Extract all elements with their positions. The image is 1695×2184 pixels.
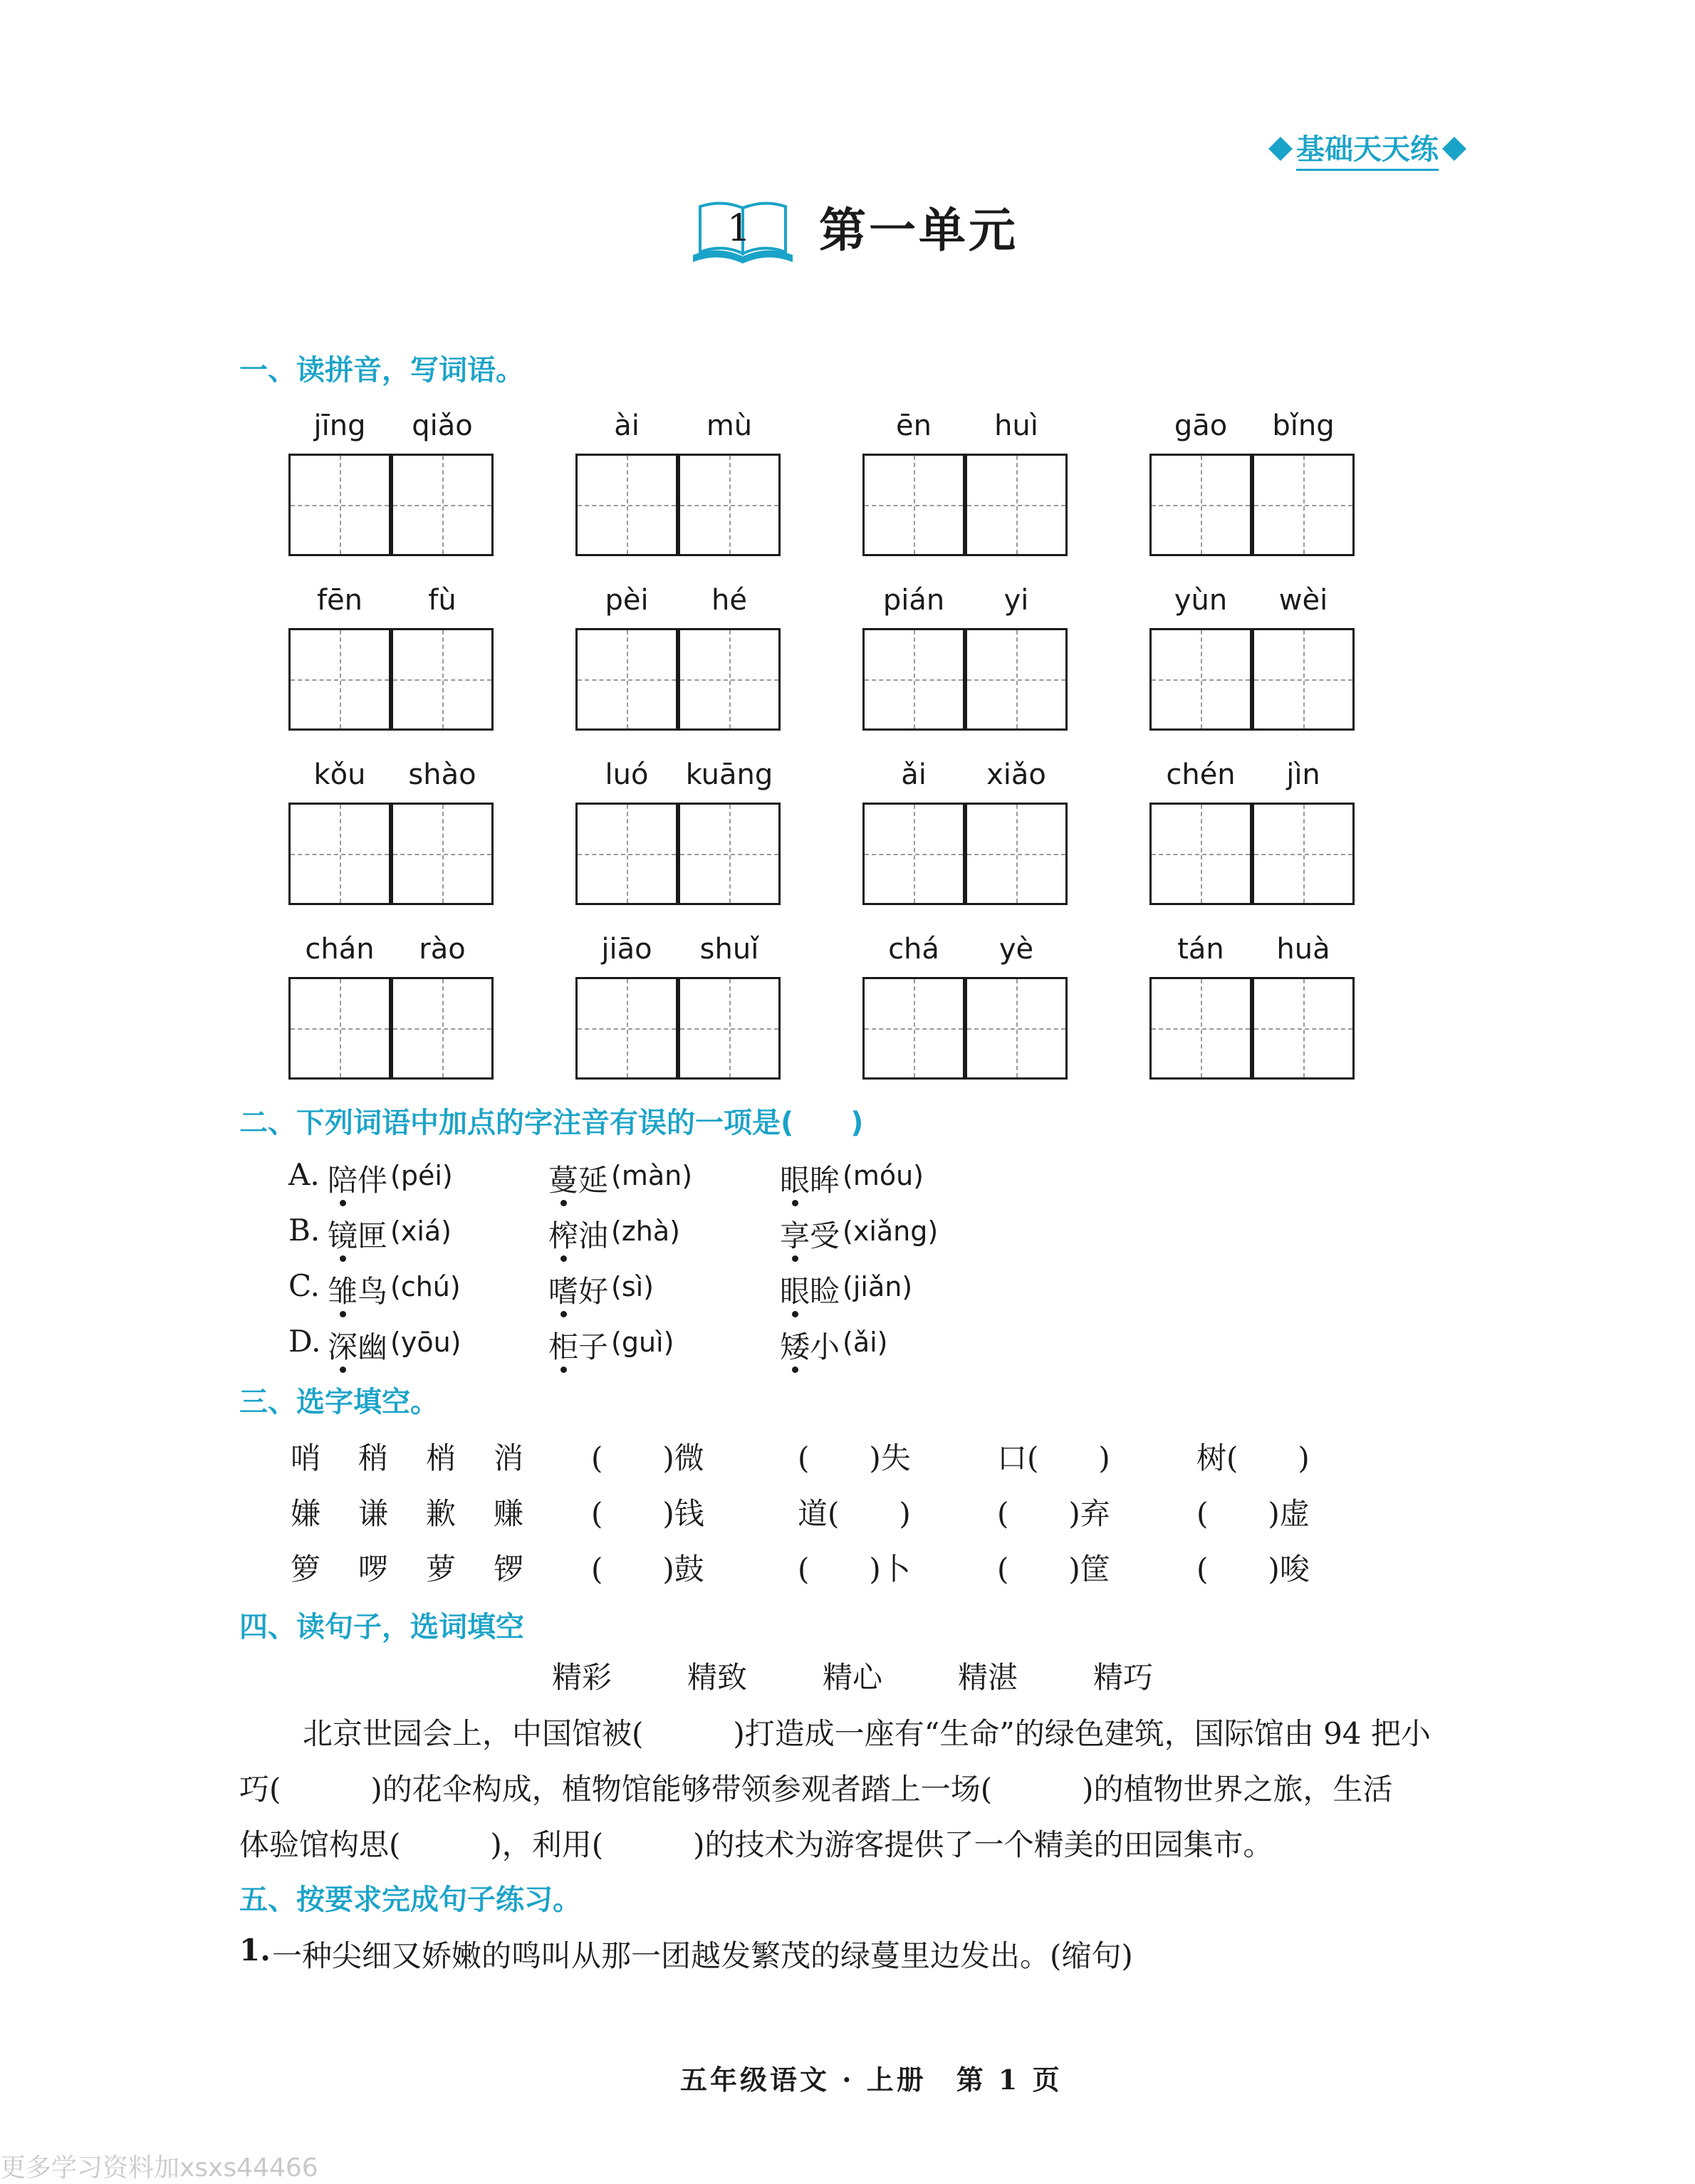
- pinyin-label: huà: [1276, 933, 1330, 966]
- pinyin-label: qiǎo: [412, 409, 473, 442]
- emphasis-dot: [792, 1311, 798, 1317]
- pinyin-label: xiǎo: [986, 758, 1046, 791]
- writing-grid[interactable]: [965, 803, 1068, 905]
- option-label[interactable]: A.: [288, 1157, 320, 1192]
- passage-line-3: 体验馆构思( )，利用( )的技术为游客提供了一个精美的田园集市。: [239, 1827, 1273, 1862]
- choice-char: 箩: [291, 1552, 321, 1587]
- section5-heading: 五、按要求完成句子练习。: [239, 1883, 581, 1916]
- choice-char: 梢: [426, 1441, 457, 1475]
- writing-grid[interactable]: [965, 977, 1068, 1080]
- option-label[interactable]: C.: [288, 1268, 320, 1303]
- option-pinyin: (sì): [611, 1271, 654, 1302]
- emphasis-dot: [560, 1255, 567, 1262]
- pinyin-label: kuāng: [685, 758, 773, 791]
- choice-char: 嫌: [291, 1496, 321, 1531]
- pinyin-label: chá: [888, 933, 939, 966]
- writing-grid[interactable]: [575, 628, 678, 731]
- section-badge: [1265, 127, 1470, 171]
- choice-char: 稍: [358, 1441, 389, 1475]
- option-pinyin: (ǎi): [843, 1327, 888, 1358]
- option-word: 眼睑: [780, 1274, 840, 1309]
- fill-blank[interactable]: ( )钱: [591, 1496, 704, 1531]
- writing-grid[interactable]: [1252, 977, 1355, 1080]
- fill-blank[interactable]: 树( ): [1196, 1441, 1310, 1475]
- option-word: 雏鸟: [328, 1274, 388, 1309]
- choice-char: 谦: [358, 1496, 389, 1531]
- pinyin-label: kǒu: [313, 758, 366, 791]
- option-word: 深幽: [328, 1329, 388, 1364]
- pinyin-label: luó: [605, 758, 649, 791]
- option-pinyin: (chú): [390, 1271, 461, 1302]
- option-word: 享受: [780, 1218, 840, 1253]
- word-bank-item: 精湛: [958, 1660, 1018, 1695]
- fill-blank[interactable]: ( )卜: [798, 1552, 911, 1587]
- option-pinyin: (yōu): [390, 1327, 461, 1358]
- emphasis-dot: [340, 1200, 346, 1206]
- fill-blank[interactable]: ( )弃: [997, 1496, 1110, 1531]
- writing-grid[interactable]: [391, 454, 494, 556]
- choice-char: 哨: [291, 1441, 321, 1475]
- diamond-icon: [1268, 137, 1293, 161]
- fill-blank[interactable]: ( )筐: [997, 1552, 1110, 1587]
- option-pinyin: (guì): [611, 1327, 674, 1358]
- fill-blank[interactable]: ( )失: [798, 1441, 911, 1475]
- option-word: 眼眸: [780, 1163, 840, 1198]
- pinyin-label: gāo: [1174, 409, 1228, 442]
- pinyin-label: pián: [882, 584, 945, 617]
- writing-grid[interactable]: [862, 454, 965, 556]
- writing-grid[interactable]: [1252, 803, 1355, 905]
- option-pinyin: (xiá): [390, 1216, 452, 1247]
- writing-grid[interactable]: [678, 628, 781, 731]
- writing-grid[interactable]: [1149, 977, 1252, 1080]
- emphasis-dot: [560, 1367, 567, 1373]
- pinyin-label: huì: [994, 409, 1038, 442]
- option-pinyin: (móu): [843, 1160, 924, 1191]
- pinyin-label: jìn: [1286, 758, 1320, 791]
- fill-blank[interactable]: 口( ): [997, 1441, 1110, 1475]
- writing-grid[interactable]: [1149, 454, 1252, 556]
- pinyin-label: yùn: [1174, 584, 1228, 617]
- emphasis-dot: [792, 1200, 798, 1206]
- option-word: 柜子: [548, 1329, 609, 1364]
- writing-grid[interactable]: [678, 977, 781, 1080]
- section4-heading: 四、读句子，选词填空: [239, 1611, 524, 1644]
- emphasis-dot: [560, 1311, 567, 1317]
- writing-grid[interactable]: [862, 628, 965, 731]
- writing-grid[interactable]: [965, 628, 1068, 731]
- fill-blank[interactable]: ( )唆: [1196, 1552, 1310, 1587]
- word-bank-item: 精巧: [1093, 1660, 1154, 1695]
- option-word: 矮小: [780, 1329, 840, 1364]
- book-icon: [686, 198, 800, 269]
- emphasis-dot: [792, 1367, 798, 1373]
- pinyin-label: pèi: [605, 584, 649, 617]
- choice-char: 消: [494, 1441, 524, 1475]
- diamond-icon: [1442, 137, 1466, 161]
- option-word: 榨油: [548, 1218, 609, 1253]
- pinyin-label: ài: [614, 409, 640, 442]
- pinyin-label: chén: [1166, 758, 1236, 791]
- fill-blank[interactable]: 道( ): [798, 1496, 911, 1531]
- pinyin-label: bǐng: [1272, 409, 1335, 442]
- option-word: 陪伴: [328, 1163, 388, 1198]
- choice-char: 赚: [494, 1496, 524, 1531]
- writing-grid[interactable]: [575, 454, 678, 556]
- writing-grid[interactable]: [288, 977, 391, 1080]
- writing-grid[interactable]: [575, 803, 678, 905]
- pinyin-label: tán: [1177, 933, 1224, 966]
- pinyin-label: yi: [1003, 584, 1029, 617]
- pinyin-label: jīng: [313, 409, 366, 442]
- option-pinyin: (zhà): [611, 1216, 680, 1247]
- fill-blank[interactable]: ( )鼓: [591, 1552, 704, 1587]
- writing-grid[interactable]: [1252, 454, 1355, 556]
- pinyin-label: yè: [998, 933, 1034, 966]
- writing-grid[interactable]: [678, 803, 781, 905]
- writing-grid[interactable]: [288, 454, 391, 556]
- fill-blank[interactable]: ( )微: [591, 1441, 704, 1475]
- writing-grid[interactable]: [288, 803, 391, 905]
- pinyin-label: chán: [305, 933, 375, 966]
- question-1-text: 一种尖细又娇嫩的鸣叫从那一团越发繁茂的绿蔓里边发出。(缩句): [272, 1938, 1133, 1973]
- pinyin-label: jiāo: [601, 933, 652, 966]
- section3-heading: 三、选字填空。: [239, 1386, 439, 1418]
- writing-grid[interactable]: [678, 454, 781, 556]
- writing-grid[interactable]: [391, 803, 494, 905]
- pinyin-label: shào: [408, 758, 476, 791]
- passage-line-2: 巧( )的花伞构成，植物馆能够带领参观者踏上一场( )的植物世界之旅，生活: [239, 1772, 1393, 1807]
- option-pinyin: (jiǎn): [843, 1271, 913, 1302]
- option-pinyin: (xiǎng): [843, 1216, 939, 1247]
- word-bank-item: 精致: [687, 1660, 748, 1695]
- option-pinyin: (péi): [390, 1160, 453, 1191]
- pinyin-label: wèi: [1278, 584, 1328, 617]
- pinyin-label: hé: [711, 584, 747, 617]
- emphasis-dot: [340, 1311, 346, 1317]
- emphasis-dot: [560, 1200, 567, 1206]
- unit-title: 第一单元: [819, 202, 1018, 258]
- writing-grid[interactable]: [575, 977, 678, 1080]
- badge-label: 基础天天练: [1296, 127, 1439, 171]
- fill-blank[interactable]: ( )虚: [1196, 1496, 1310, 1531]
- watermark: 更多学习资料加xsxs44466: [0, 2153, 318, 2183]
- question-number: 1.: [239, 1933, 271, 1968]
- writing-grid[interactable]: [1149, 628, 1252, 731]
- writing-grid[interactable]: [862, 803, 965, 905]
- emphasis-dot: [340, 1255, 346, 1262]
- choice-char: 萝: [426, 1552, 457, 1587]
- pinyin-label: rào: [419, 933, 466, 966]
- option-word: 镜匣: [328, 1218, 388, 1253]
- writing-grid[interactable]: [391, 628, 494, 731]
- choice-char: 啰: [358, 1552, 389, 1587]
- pinyin-label: ēn: [896, 409, 932, 442]
- option-word: 蔓延: [548, 1163, 609, 1198]
- pinyin-label: shuǐ: [699, 933, 759, 966]
- pinyin-label: fēn: [316, 584, 363, 617]
- pinyin-label: fù: [428, 584, 457, 617]
- writing-grid[interactable]: [965, 454, 1068, 556]
- option-label[interactable]: D.: [288, 1324, 321, 1359]
- pinyin-label: mù: [706, 409, 753, 442]
- writing-grid[interactable]: [1252, 628, 1355, 731]
- writing-grid[interactable]: [862, 977, 965, 1080]
- writing-grid[interactable]: [288, 628, 391, 731]
- word-bank-item: 精心: [823, 1660, 883, 1695]
- passage-line-1: 北京世园会上，中国馆被( )打造成一座有“生命”的绿色建筑，国际馆由 94 把小: [303, 1716, 1431, 1751]
- word-bank-item: 精彩: [552, 1660, 612, 1695]
- option-label[interactable]: B.: [288, 1213, 320, 1248]
- option-pinyin: (màn): [611, 1160, 693, 1191]
- emphasis-dot: [340, 1367, 346, 1373]
- writing-grid[interactable]: [391, 977, 494, 1080]
- option-word: 嗜好: [548, 1274, 609, 1309]
- unit-number: 1: [727, 207, 751, 250]
- choice-char: 锣: [494, 1552, 524, 1587]
- emphasis-dot: [792, 1255, 798, 1262]
- section2-heading: 二、下列词语中加点的字注音有误的一项是( ): [239, 1107, 864, 1139]
- section1-heading: 一、读拼音，写词语。: [239, 354, 524, 387]
- page-footer: 五年级语文 · 上册 第 1 页: [680, 2064, 1063, 2096]
- choice-char: 歉: [426, 1496, 457, 1531]
- pinyin-label: ǎi: [901, 758, 927, 791]
- writing-grid[interactable]: [1149, 803, 1252, 905]
